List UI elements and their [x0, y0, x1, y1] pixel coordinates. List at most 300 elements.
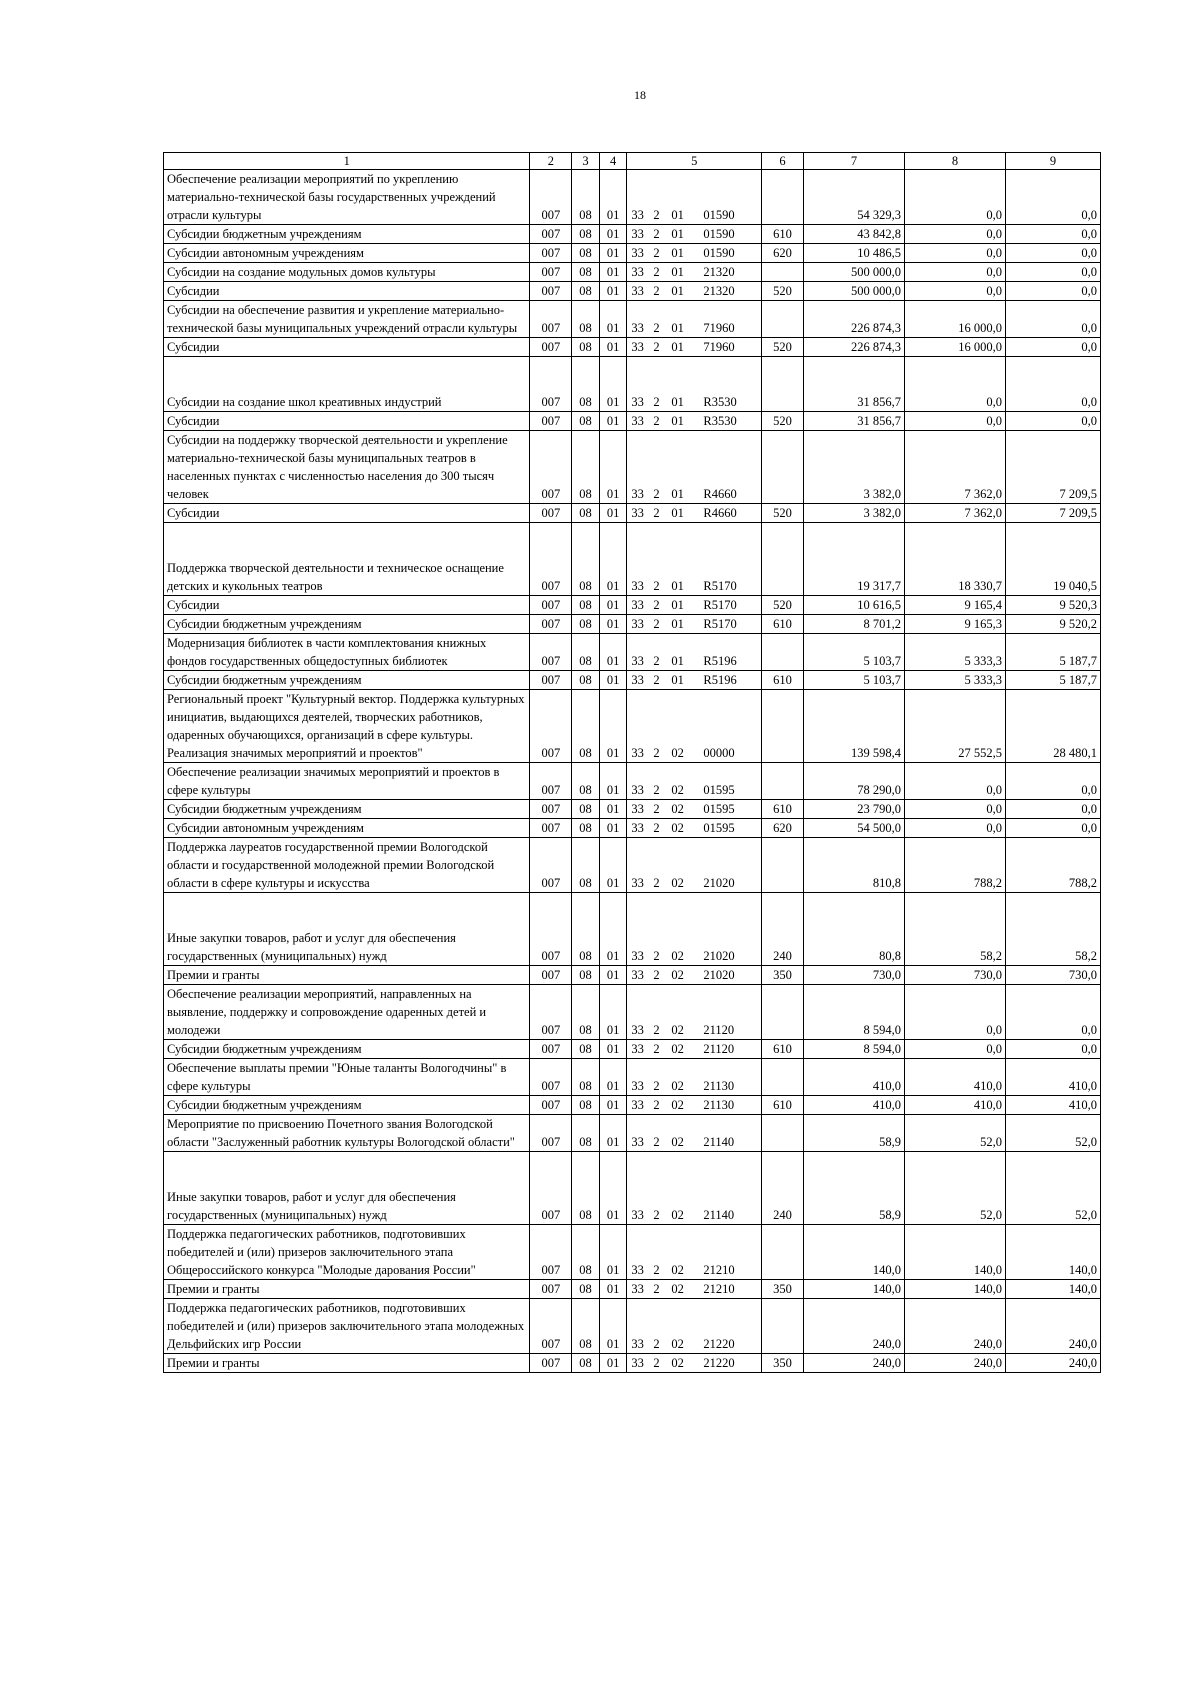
target-article-segment: 2 [653, 1356, 660, 1370]
target-article-cell [627, 431, 762, 504]
amount-year1-cell: 8 594,0 [803, 985, 904, 1040]
section-code-cell: 08 [572, 1225, 600, 1280]
section-code-cell: 08 [572, 690, 600, 763]
target-article-segment: 21220 [703, 1356, 735, 1370]
table-row [164, 800, 1101, 819]
target-article-cell [627, 615, 762, 634]
target-article-segment: 33 [631, 265, 644, 279]
subsection-code-cell: 01 [599, 966, 627, 985]
expense-type-cell: 610 [762, 225, 804, 244]
row-name-cell: Иные закупки товаров, работ и услуг для обеспечения государственных (муниципальных) нужд [164, 893, 530, 966]
amount-year2-cell: 7 362,0 [904, 431, 1005, 504]
subsection-code-cell: 01 [599, 819, 627, 838]
ministry-code-cell: 007 [530, 1096, 572, 1115]
amount-year1-cell: 8 701,2 [803, 615, 904, 634]
target-article-cell [627, 893, 762, 966]
target-article-segment: 02 [671, 968, 684, 982]
ministry-code-cell: 007 [530, 170, 572, 225]
row-name-cell: Субсидии на поддержку творческой деятельности и укрепление материально-технической базы муниципальных театров в населенных пунктах с численностью населения до 300 тысяч человек [164, 431, 530, 504]
amount-year2-cell: 0,0 [904, 244, 1005, 263]
target-article-segment: 02 [671, 1282, 684, 1296]
target-article-segment: 2 [653, 821, 660, 835]
expense-type-cell: 520 [762, 504, 804, 523]
target-article-segment: 33 [631, 949, 644, 963]
target-article-segment: 2 [653, 395, 660, 409]
subsection-code-cell: 01 [599, 1040, 627, 1059]
subsection-code-cell: 01 [599, 412, 627, 431]
ministry-code-cell: 007 [530, 763, 572, 800]
expense-type-cell: 610 [762, 615, 804, 634]
ministry-code-cell: 007 [530, 431, 572, 504]
target-article-segment: 00000 [703, 746, 735, 760]
expense-type-cell [762, 357, 804, 412]
expense-type-cell: 520 [762, 338, 804, 357]
amount-year3-cell: 7 209,5 [1006, 504, 1101, 523]
amount-year1-cell: 500 000,0 [803, 282, 904, 301]
amount-year1-cell: 3 382,0 [803, 504, 904, 523]
amount-year1-cell: 10 616,5 [803, 596, 904, 615]
ministry-code-cell: 007 [530, 282, 572, 301]
expense-type-cell: 350 [762, 1354, 804, 1373]
expense-type-cell: 610 [762, 1096, 804, 1115]
amount-year3-cell: 730,0 [1006, 966, 1101, 985]
target-article-segment: 33 [631, 1282, 644, 1296]
target-article-segment: 01 [671, 506, 684, 520]
amount-year2-cell: 52,0 [904, 1115, 1005, 1152]
table-row [164, 431, 1101, 504]
row-name-cell: Субсидии бюджетным учреждениям [164, 615, 530, 634]
target-article-segment: 2 [653, 1263, 660, 1277]
row-name-cell: Обеспечение реализации мероприятий, направленных на выявление, поддержку и сопровождение одаренных детей и молодежи [164, 985, 530, 1040]
column-header: 8 [904, 153, 1005, 170]
subsection-code-cell: 01 [599, 338, 627, 357]
amount-year2-cell: 58,2 [904, 893, 1005, 966]
section-code-cell: 08 [572, 1115, 600, 1152]
target-article-segment: 01 [671, 208, 684, 222]
target-article-segment: 02 [671, 1208, 684, 1222]
amount-year3-cell: 788,2 [1006, 838, 1101, 893]
row-name-cell: Субсидии автономным учреждениям [164, 244, 530, 263]
target-article-segment: 01 [671, 321, 684, 335]
expense-type-cell [762, 170, 804, 225]
amount-year3-cell: 0,0 [1006, 225, 1101, 244]
table-row [164, 1040, 1101, 1059]
target-article-segment: 33 [631, 1042, 644, 1056]
target-article-segment: 01 [671, 487, 684, 501]
subsection-code-cell: 01 [599, 1299, 627, 1354]
target-article-segment: 21220 [703, 1337, 735, 1351]
ministry-code-cell: 007 [530, 634, 572, 671]
amount-year1-cell: 140,0 [803, 1225, 904, 1280]
subsection-code-cell: 01 [599, 263, 627, 282]
amount-year3-cell: 0,0 [1006, 412, 1101, 431]
amount-year3-cell: 140,0 [1006, 1225, 1101, 1280]
row-name-cell: Субсидии бюджетным учреждениям [164, 671, 530, 690]
target-article-segment: 33 [631, 1337, 644, 1351]
target-article-segment: 01595 [703, 783, 735, 797]
target-article-segment: 2 [653, 598, 660, 612]
amount-year2-cell: 240,0 [904, 1354, 1005, 1373]
target-article-segment: 2 [653, 673, 660, 687]
subsection-code-cell: 01 [599, 1354, 627, 1373]
target-article-segment: 21140 [703, 1135, 735, 1149]
amount-year1-cell: 43 842,8 [803, 225, 904, 244]
target-article-cell [627, 1280, 762, 1299]
amount-year1-cell: 54 329,3 [803, 170, 904, 225]
target-article-segment: 21120 [703, 1023, 735, 1037]
target-article-segment: 21120 [703, 1042, 735, 1056]
target-article-segment: 2 [653, 487, 660, 501]
target-article-segment: 02 [671, 949, 684, 963]
table-row [164, 1354, 1101, 1373]
subsection-code-cell: 01 [599, 690, 627, 763]
subsection-code-cell: 01 [599, 523, 627, 596]
ministry-code-cell: 007 [530, 504, 572, 523]
ministry-code-cell: 007 [530, 838, 572, 893]
target-article-segment: 02 [671, 1023, 684, 1037]
target-article-segment: 33 [631, 227, 644, 241]
target-article-segment: 01 [671, 414, 684, 428]
amount-year1-cell: 139 598,4 [803, 690, 904, 763]
target-article-segment: 33 [631, 1135, 644, 1149]
target-article-segment: 2 [653, 876, 660, 890]
target-article-segment: 2 [653, 1135, 660, 1149]
section-code-cell: 08 [572, 615, 600, 634]
target-article-segment: 2 [653, 1337, 660, 1351]
target-article-segment: 2 [653, 1282, 660, 1296]
target-article-segment: 33 [631, 783, 644, 797]
subsection-code-cell: 01 [599, 596, 627, 615]
table-row [164, 763, 1101, 800]
expense-type-cell: 520 [762, 282, 804, 301]
table-row [164, 225, 1101, 244]
ministry-code-cell: 007 [530, 1115, 572, 1152]
target-article-segment: 33 [631, 1098, 644, 1112]
amount-year1-cell: 54 500,0 [803, 819, 904, 838]
target-article-cell [627, 282, 762, 301]
row-name-cell: Субсидии [164, 282, 530, 301]
amount-year2-cell: 7 362,0 [904, 504, 1005, 523]
target-article-segment: 33 [631, 617, 644, 631]
target-article-cell [627, 1225, 762, 1280]
expense-type-cell: 240 [762, 1152, 804, 1225]
ministry-code-cell: 007 [530, 1152, 572, 1225]
amount-year1-cell: 240,0 [803, 1299, 904, 1354]
target-article-cell [627, 966, 762, 985]
amount-year2-cell: 730,0 [904, 966, 1005, 985]
amount-year1-cell: 226 874,3 [803, 301, 904, 338]
ministry-code-cell: 007 [530, 690, 572, 763]
amount-year1-cell: 140,0 [803, 1280, 904, 1299]
target-article-cell [627, 1096, 762, 1115]
target-article-cell [627, 412, 762, 431]
expense-type-cell: 240 [762, 893, 804, 966]
expense-type-cell [762, 1225, 804, 1280]
amount-year1-cell: 10 486,5 [803, 244, 904, 263]
target-article-segment: R5170 [703, 598, 737, 612]
section-code-cell: 08 [572, 966, 600, 985]
target-article-segment: 71960 [703, 321, 735, 335]
amount-year1-cell: 23 790,0 [803, 800, 904, 819]
amount-year2-cell: 0,0 [904, 170, 1005, 225]
amount-year2-cell: 0,0 [904, 763, 1005, 800]
amount-year1-cell: 58,9 [803, 1152, 904, 1225]
amount-year2-cell: 0,0 [904, 357, 1005, 412]
table-row [164, 893, 1101, 966]
target-article-segment: R4660 [703, 506, 737, 520]
target-article-segment: 33 [631, 654, 644, 668]
ministry-code-cell: 007 [530, 596, 572, 615]
target-article-segment: 2 [653, 654, 660, 668]
amount-year3-cell: 0,0 [1006, 985, 1101, 1040]
expense-type-cell [762, 523, 804, 596]
ministry-code-cell: 007 [530, 615, 572, 634]
ministry-code-cell: 007 [530, 412, 572, 431]
row-name-cell: Субсидии бюджетным учреждениям [164, 1096, 530, 1115]
target-article-segment: 33 [631, 968, 644, 982]
target-article-cell [627, 800, 762, 819]
table-row [164, 523, 1101, 596]
row-name-cell: Субсидии [164, 504, 530, 523]
target-article-segment: 21020 [703, 949, 735, 963]
section-code-cell: 08 [572, 523, 600, 596]
amount-year2-cell: 16 000,0 [904, 301, 1005, 338]
target-article-segment: 02 [671, 1079, 684, 1093]
table-row [164, 1115, 1101, 1152]
section-code-cell: 08 [572, 1299, 600, 1354]
subsection-code-cell: 01 [599, 1280, 627, 1299]
amount-year3-cell: 0,0 [1006, 170, 1101, 225]
target-article-segment: 21020 [703, 968, 735, 982]
subsection-code-cell: 01 [599, 170, 627, 225]
target-article-segment: 33 [631, 1023, 644, 1037]
target-article-segment: 2 [653, 949, 660, 963]
amount-year1-cell: 31 856,7 [803, 412, 904, 431]
amount-year3-cell: 9 520,3 [1006, 596, 1101, 615]
amount-year2-cell: 0,0 [904, 819, 1005, 838]
target-article-cell [627, 357, 762, 412]
target-article-segment: 33 [631, 414, 644, 428]
target-article-segment: 21320 [703, 265, 735, 279]
row-name-cell: Субсидии на обеспечение развития и укрепление материально-технической базы муниципальных учреждений отрасли культуры [164, 301, 530, 338]
amount-year1-cell: 5 103,7 [803, 634, 904, 671]
target-article-segment: 01590 [703, 246, 735, 260]
amount-year1-cell: 500 000,0 [803, 263, 904, 282]
expense-type-cell [762, 1115, 804, 1152]
amount-year3-cell: 0,0 [1006, 263, 1101, 282]
amount-year2-cell: 140,0 [904, 1280, 1005, 1299]
column-header: 5 [627, 153, 762, 170]
row-name-cell: Субсидии бюджетным учреждениям [164, 1040, 530, 1059]
ministry-code-cell: 007 [530, 1040, 572, 1059]
target-article-segment: 01595 [703, 802, 735, 816]
row-name-cell: Поддержка лауреатов государственной премии Вологодской области и государственной молодежной премии Вологодской области в сфере культуры и искусства [164, 838, 530, 893]
amount-year3-cell: 0,0 [1006, 357, 1101, 412]
amount-year2-cell: 16 000,0 [904, 338, 1005, 357]
target-article-segment: 01 [671, 340, 684, 354]
amount-year3-cell: 0,0 [1006, 800, 1101, 819]
target-article-segment: 21130 [703, 1098, 735, 1112]
amount-year3-cell: 410,0 [1006, 1059, 1101, 1096]
target-article-segment: 2 [653, 1098, 660, 1112]
amount-year2-cell: 18 330,7 [904, 523, 1005, 596]
expense-type-cell: 620 [762, 244, 804, 263]
expense-type-cell [762, 431, 804, 504]
amount-year1-cell: 810,8 [803, 838, 904, 893]
column-header: 3 [572, 153, 600, 170]
ministry-code-cell: 007 [530, 263, 572, 282]
subsection-code-cell: 01 [599, 301, 627, 338]
expense-type-cell [762, 301, 804, 338]
target-article-cell [627, 634, 762, 671]
amount-year1-cell: 240,0 [803, 1354, 904, 1373]
ministry-code-cell: 007 [530, 244, 572, 263]
amount-year2-cell: 5 333,3 [904, 671, 1005, 690]
target-article-segment: R5170 [703, 579, 737, 593]
column-header: 9 [1006, 153, 1101, 170]
amount-year3-cell: 240,0 [1006, 1299, 1101, 1354]
row-name-cell: Поддержка педагогических работников, подготовивших победителей и (или) призеров заключительного этапа молодежных Дельфийских игр России [164, 1299, 530, 1354]
target-article-cell [627, 244, 762, 263]
section-code-cell: 08 [572, 634, 600, 671]
target-article-segment: 33 [631, 208, 644, 222]
subsection-code-cell: 01 [599, 1152, 627, 1225]
page-number: 18 [634, 88, 646, 102]
table-row [164, 1152, 1101, 1225]
target-article-segment: 33 [631, 802, 644, 816]
table-row [164, 170, 1101, 225]
amount-year2-cell: 140,0 [904, 1225, 1005, 1280]
ministry-code-cell: 007 [530, 985, 572, 1040]
section-code-cell: 08 [572, 282, 600, 301]
amount-year3-cell: 52,0 [1006, 1152, 1101, 1225]
target-article-segment: 02 [671, 1263, 684, 1277]
column-header: 6 [762, 153, 804, 170]
section-code-cell: 08 [572, 170, 600, 225]
target-article-segment: 33 [631, 821, 644, 835]
target-article-cell [627, 596, 762, 615]
amount-year1-cell: 730,0 [803, 966, 904, 985]
row-name-cell: Субсидии бюджетным учреждениям [164, 225, 530, 244]
target-article-cell [627, 1059, 762, 1096]
target-article-segment: 2 [653, 1023, 660, 1037]
ministry-code-cell: 007 [530, 1280, 572, 1299]
ministry-code-cell: 007 [530, 1354, 572, 1373]
table-row [164, 838, 1101, 893]
expense-type-cell [762, 838, 804, 893]
amount-year2-cell: 27 552,5 [904, 690, 1005, 763]
expense-type-cell: 610 [762, 800, 804, 819]
target-article-segment: 33 [631, 746, 644, 760]
table-row [164, 596, 1101, 615]
target-article-segment: 2 [653, 208, 660, 222]
amount-year2-cell: 5 333,3 [904, 634, 1005, 671]
row-name-cell: Мероприятие по присвоению Почетного звания Вологодской области "Заслуженный работник культуры Вологодской области" [164, 1115, 530, 1152]
subsection-code-cell: 01 [599, 1096, 627, 1115]
target-article-segment: 2 [653, 968, 660, 982]
amount-year2-cell: 240,0 [904, 1299, 1005, 1354]
section-code-cell: 08 [572, 671, 600, 690]
target-article-segment: 02 [671, 746, 684, 760]
target-article-segment: 33 [631, 673, 644, 687]
target-article-segment: 2 [653, 506, 660, 520]
target-article-segment: 21140 [703, 1208, 735, 1222]
ministry-code-cell: 007 [530, 819, 572, 838]
target-article-segment: 02 [671, 1337, 684, 1351]
target-article-segment: 01 [671, 227, 684, 241]
subsection-code-cell: 01 [599, 893, 627, 966]
ministry-code-cell: 007 [530, 357, 572, 412]
section-code-cell: 08 [572, 819, 600, 838]
target-article-segment: 01 [671, 284, 684, 298]
ministry-code-cell: 007 [530, 1299, 572, 1354]
expense-type-cell: 520 [762, 596, 804, 615]
table-row [164, 338, 1101, 357]
target-article-cell [627, 838, 762, 893]
amount-year1-cell: 3 382,0 [803, 431, 904, 504]
row-name-cell: Субсидии автономным учреждениям [164, 819, 530, 838]
target-article-cell [627, 690, 762, 763]
target-article-segment: 2 [653, 802, 660, 816]
ministry-code-cell: 007 [530, 301, 572, 338]
table-row [164, 1096, 1101, 1115]
target-article-segment: R3530 [703, 414, 737, 428]
target-article-segment: 01 [671, 617, 684, 631]
section-code-cell: 08 [572, 1059, 600, 1096]
amount-year3-cell: 0,0 [1006, 819, 1101, 838]
ministry-code-cell: 007 [530, 338, 572, 357]
target-article-segment: 33 [631, 246, 644, 260]
section-code-cell: 08 [572, 763, 600, 800]
target-article-segment: 02 [671, 876, 684, 890]
ministry-code-cell: 007 [530, 225, 572, 244]
target-article-segment: 01 [671, 265, 684, 279]
amount-year2-cell: 788,2 [904, 838, 1005, 893]
amount-year2-cell: 0,0 [904, 1040, 1005, 1059]
amount-year2-cell: 0,0 [904, 282, 1005, 301]
amount-year3-cell: 52,0 [1006, 1115, 1101, 1152]
section-code-cell: 08 [572, 1354, 600, 1373]
target-article-segment: 2 [653, 1079, 660, 1093]
subsection-code-cell: 01 [599, 1115, 627, 1152]
subsection-code-cell: 01 [599, 634, 627, 671]
target-article-segment: 2 [653, 579, 660, 593]
target-article-cell [627, 1354, 762, 1373]
section-code-cell: 08 [572, 301, 600, 338]
target-article-segment: 01 [671, 246, 684, 260]
amount-year3-cell: 0,0 [1006, 244, 1101, 263]
target-article-segment: 21320 [703, 284, 735, 298]
target-article-cell [627, 504, 762, 523]
expense-type-cell: 520 [762, 412, 804, 431]
row-name-cell: Субсидии [164, 412, 530, 431]
section-code-cell: 08 [572, 1280, 600, 1299]
target-article-segment: 02 [671, 1135, 684, 1149]
target-article-segment: 21210 [703, 1282, 735, 1296]
expense-type-cell [762, 1299, 804, 1354]
amount-year3-cell: 0,0 [1006, 1040, 1101, 1059]
target-article-cell [627, 523, 762, 596]
target-article-segment: 01 [671, 579, 684, 593]
target-article-segment: 2 [653, 246, 660, 260]
table-row [164, 671, 1101, 690]
target-article-segment: 33 [631, 1263, 644, 1277]
target-article-segment: R5170 [703, 617, 737, 631]
table-row [164, 1059, 1101, 1096]
section-code-cell: 08 [572, 431, 600, 504]
target-article-segment: 21130 [703, 1079, 735, 1093]
amount-year3-cell: 7 209,5 [1006, 431, 1101, 504]
